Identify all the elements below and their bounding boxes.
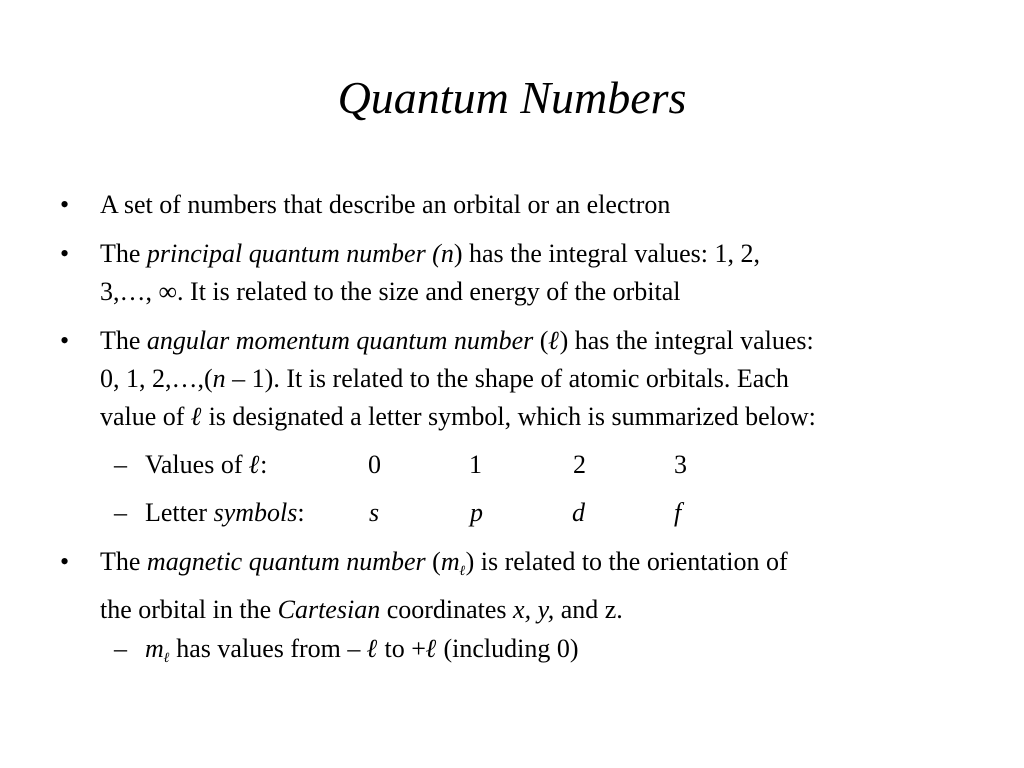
text-size-energy: 3,…, ∞. It is related to the size and energy of the orbital [100, 277, 681, 306]
text-orbital-in-the: the orbital in the [100, 595, 278, 624]
term-principal-quantum-number: principal quantum number ( [146, 239, 441, 268]
bullet-marker: • [60, 547, 70, 576]
text-orientation: ) is related to the orientation of [465, 547, 788, 576]
symbol-ell: ℓ [248, 450, 261, 479]
text-to-plus: to + [378, 634, 426, 663]
symbol-m: m [440, 547, 460, 576]
symbol-n: n [440, 239, 454, 268]
letter-symbol: p [470, 498, 483, 527]
bullet-marker: • [60, 239, 70, 268]
letter-symbol: d [572, 498, 585, 527]
symbol-ell-subscript: ℓ [163, 651, 170, 666]
text-colon: : [297, 498, 305, 527]
bullet-text [100, 322, 980, 436]
dash-marker: – [114, 450, 127, 479]
symbol-ell-subscript: ℓ [459, 564, 466, 579]
symbol-ell: ℓ [425, 634, 437, 663]
text-coordinates: coordinates [380, 595, 514, 624]
dash-marker: – [114, 634, 127, 663]
ell-value: 3 [674, 450, 687, 479]
symbol-ell: ℓ [190, 402, 203, 431]
symbol-ell: ℓ [548, 326, 560, 355]
letter-symbol: f [674, 498, 682, 527]
slide-title: Quantum Numbers [337, 72, 687, 123]
text-values-of: Values of [145, 450, 249, 479]
text-open-paren: ( [425, 547, 441, 576]
bullet-marker: • [60, 326, 70, 355]
text-value-of: value of [100, 402, 191, 431]
text-shape: – 1). It is related to the shape of atomic orbitals. Each [225, 364, 789, 393]
sub-bullet-label [145, 494, 305, 532]
text-letter: Letter [145, 498, 214, 527]
symbol-ell: ℓ [366, 634, 378, 663]
text-values: ) has the integral values: 1, 2, [453, 239, 760, 268]
text-the: The [100, 326, 147, 355]
text-letter-symbol: is designated a letter symbol, which is summarized below: [202, 402, 816, 431]
sub-bullet-text [145, 630, 579, 678]
text-colon: : [260, 450, 268, 479]
text-x-y: x, y, [513, 595, 555, 624]
text-cartesian: Cartesian [277, 595, 381, 624]
ell-value: 1 [469, 450, 482, 479]
text-open-paren: ( [533, 326, 549, 355]
letter-symbol: s [369, 498, 380, 527]
ell-value: 2 [573, 450, 586, 479]
ell-value: 0 [368, 450, 381, 479]
bullet-text: A set of numbers that describe an orbital or an electron [100, 190, 671, 219]
symbol-n: n [212, 364, 226, 393]
text-and-z: and z. [554, 595, 623, 624]
bullet-text [100, 543, 980, 629]
bullet-marker: • [60, 190, 70, 219]
text-range-start: 0, 1, 2,…,( [100, 364, 213, 393]
bullet-text [100, 235, 980, 311]
text-the: The [100, 239, 147, 268]
text-the: The [100, 547, 147, 576]
symbol-m: m [145, 634, 164, 663]
text-has-values-from: has values from – [169, 634, 367, 663]
text-values: ) has the integral values: [559, 326, 814, 355]
sub-bullet-label [145, 446, 267, 484]
text-including-zero: (including 0) [437, 634, 579, 663]
term-angular-momentum-quantum-number: angular momentum quantum number [146, 326, 534, 355]
text-symbols: symbols [213, 498, 298, 527]
term-magnetic-quantum-number: magnetic quantum number [146, 547, 426, 576]
dash-marker: – [114, 498, 127, 527]
